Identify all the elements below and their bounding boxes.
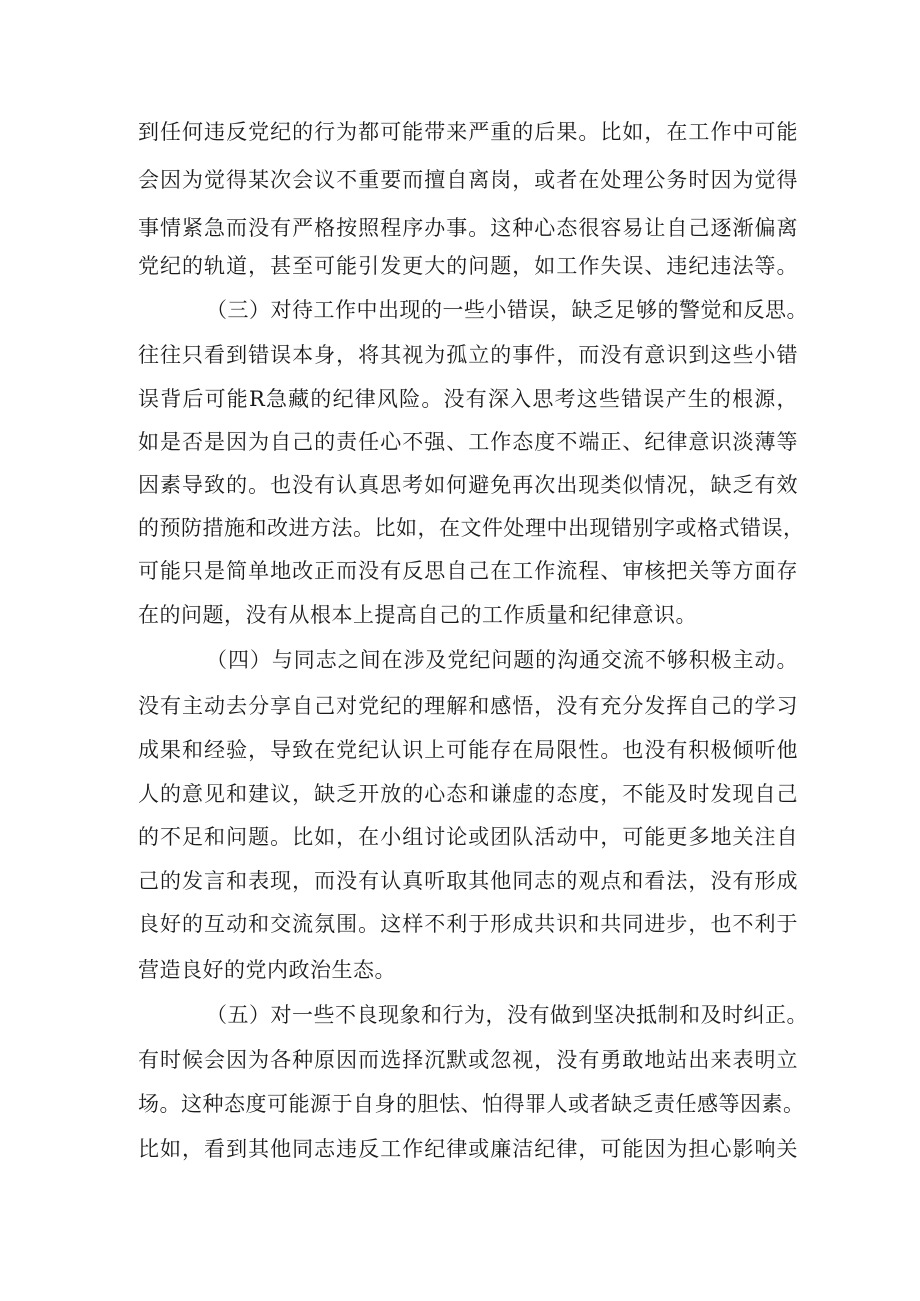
- text-line: 成果和经验，导致在党纪认识上可能存在局限性。也没有积极倾听他: [138, 738, 798, 762]
- text-line: 没有主动去分享自己对党纪的理解和感悟，没有充分发挥自己的学习: [138, 694, 798, 718]
- text-line: 如是否是因为自己的责任心不强、工作态度不端正、纪律意识淡薄等: [138, 430, 798, 454]
- text-line: 会因为觉得某次会议不重要而擅自离岗，或者在处理公务时因为觉得: [138, 168, 798, 192]
- text-line: 往往只看到错误本身，将其视为孤立的事件，而没有意识到这些小错: [138, 343, 798, 367]
- text-line: 有时候会因为各种原因而选择沉默或忽视，没有勇敢地站出来表明立: [138, 1048, 798, 1072]
- text-line: 党纪的轨道，甚至可能引发更大的问题，如工作失误、违纪违法等。: [138, 254, 798, 278]
- text-line: 良好的互动和交流氛围。这样不利于形成共识和共同进步，也不利于: [138, 912, 798, 936]
- text-line: 比如，看到其他同志违反工作纪律或廉洁纪律，可能因为担心影响关: [138, 1137, 798, 1161]
- text-line: 误背后可能R急藏的纪律风险。没有深入思考这些错误产生的根源，: [138, 387, 798, 411]
- section-heading-3: （三）对待工作中出现的一些小错误，缺乏足够的警觉和反思。: [206, 298, 808, 322]
- text-line: 可能只是简单地改正而没有反思自己在工作流程、审核把关等方面存: [138, 559, 798, 583]
- text-line: 人的意见和建议，缺乏开放的心态和谦虚的态度，不能及时发现自己: [138, 782, 798, 806]
- text-line: 事情紧急而没有严格按照程序办事。这种心态很容易让自己逐渐偏离: [138, 216, 798, 240]
- text-line: 场。这种态度可能源于自身的胆怯、怕得罪人或者缺乏责任感等因素。: [138, 1092, 805, 1116]
- section-heading-4: （四）与同志之间在涉及党纪问题的沟通交流不够积极主动。: [206, 648, 798, 672]
- text-line: 己的发言和表现，而没有认真听取其他同志的观点和看法，没有形成: [138, 869, 798, 893]
- text-line: 因素导致的。也没有认真思考如何避免再次出现类似情况，缺乏有效: [138, 473, 798, 497]
- text-line: 到任何违反党纪的行为都可能带来严重的后果。比如，在工作中可能: [138, 120, 798, 144]
- text-line: 的不足和问题。比如，在小组讨论或团队活动中，可能更多地关注自: [138, 825, 798, 849]
- section-heading-5: （五）对一些不良现象和行为，没有做到坚决抵制和及时纠正。: [206, 1003, 808, 1027]
- text-line: 营造良好的党内政治生态。: [138, 958, 396, 982]
- text-line: 在的问题，没有从根本上提高自己的工作质量和纪律意识。: [138, 603, 697, 627]
- text-line: 的预防措施和改进方法。比如，在文件处理中出现错别字或格式错误，: [138, 516, 805, 540]
